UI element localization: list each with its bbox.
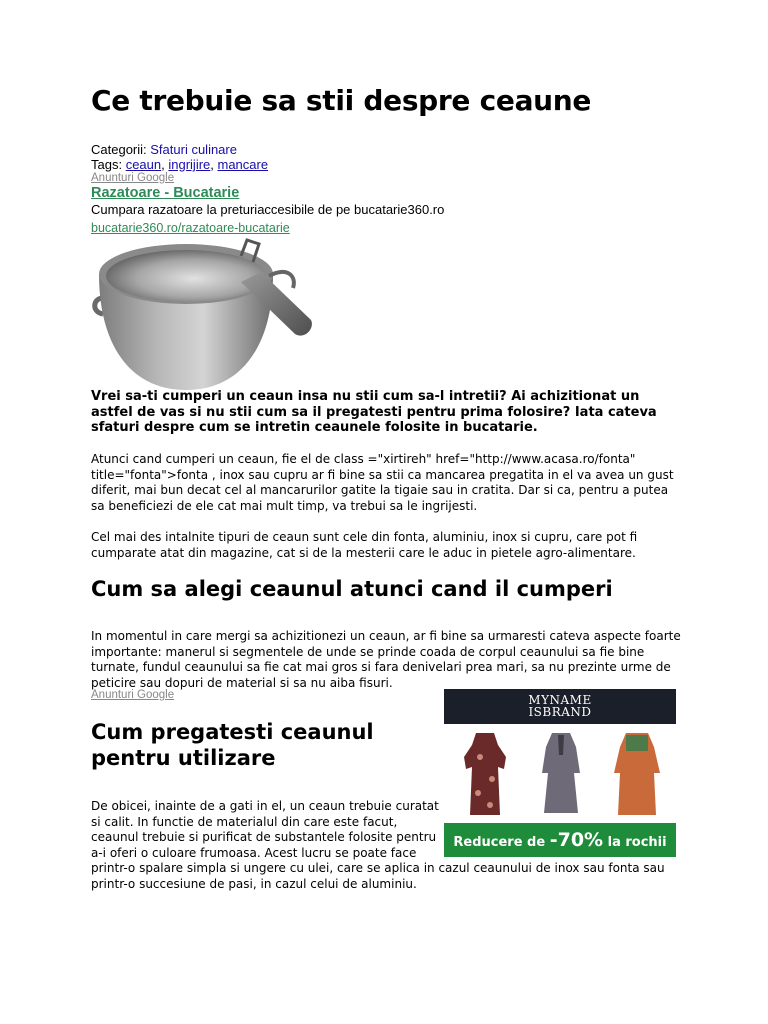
category-label: Categorii: (91, 142, 147, 157)
google-ads-label-2[interactable]: Anunturi Google (91, 689, 175, 701)
article-intro: Vrei sa-ti cumperi un ceaun insa nu stii cum sa-l intretii? Ai achizitionat un astfel de vas si nu stii cum sa il pregatesti pentru prima folosire? Iata cateva sfaturi despre cum se intretin ceaunele folosite in bucatarie. (91, 389, 657, 435)
ad-description: Cumpara razatoare la preturiaccesibile de pe bucatarie360.ro (91, 202, 445, 217)
banner-brand-bar (444, 689, 676, 724)
cauldron-image (91, 236, 317, 394)
dress-image-floral (448, 727, 522, 821)
tags-line: Tags: ceaun, ingrijire, mancare (91, 157, 269, 172)
paragraph-4-line: ceaunul trebuie si purificat de substantele folosite pentru (91, 830, 437, 844)
dress-image-orange (600, 727, 674, 821)
paragraph-4-line: printr-o succesiune de pasi, in cazul celui de aluminiu. (91, 876, 417, 891)
ad-title-link[interactable]: Razatoare - Bucatarie (91, 185, 240, 201)
paragraph-4-line: De obicei, inainte de a gati in el, un ceaun trebuie curatat (91, 799, 439, 813)
tag-link-ceaun[interactable]: ceaun (125, 157, 162, 172)
article-paragraph-2: Cel mai des intalnite tipuri de ceaun sunt cele din fonta, aluminiu, inox si cupru, care pot fi cumparate atat din magazine, cat si de la mesterii care le aduc in pietele agro-alimentare. (91, 530, 638, 560)
category-link[interactable]: Sfaturi culinare (150, 142, 237, 157)
fashion-ad-banner[interactable] (444, 689, 676, 857)
banner-cta[interactable]: Reducere de -70% la rochii (444, 823, 676, 857)
tag-link-mancare[interactable]: mancare (217, 157, 269, 172)
dress-image-grey (524, 727, 598, 821)
article-paragraph-3: In momentul in care mergi sa achizitionezi un ceaun, ar fi bine sa urmaresti cateva aspecte foarte importante: manerul si segmentele de unde se prinde coada de corpul ceaunului sa fie bine turnate, fundul ceaunului sa fie cat mai gros si fara denivelari prea mari, sa nu prezinte urme de peticire sau dopuri de material si sa nu aiba fisuri. (91, 629, 681, 690)
category-line (91, 142, 237, 157)
section-heading-prepare (91, 719, 374, 771)
section-heading-prepare-line2: pentru utilizare (91, 746, 276, 770)
article-title: Ce trebuie sa stii despre ceaune (91, 84, 592, 117)
paragraph-4-line: printr-o spalare simpla si ungere cu ulei, care se aplica in cazul ceaunului de inox sau fonta sau (91, 861, 665, 875)
article-paragraph-1: Atunci cand cumperi un ceaun, fie el de class ="xirtireh" href="http://www.acasa.ro/fonta" title="fonta">fonta , inox sau cupru ar fi bine sa stii ca mancarea pregatita in el va avea un gust diferit, mai bun decat cel al mancarurilor gatite la tigaie sau in cratita. Dar si ca, pentru a putea sa beneficiezi de ele cat mai mult timp, va trebui sa le ingrijesti. (91, 452, 674, 513)
tags-label: Tags: (91, 157, 123, 172)
ad-url-link[interactable]: bucatarie360.ro/razatoare-bucatarie (91, 221, 290, 235)
section-heading-prepare-line1: Cum pregatesti ceaunul (91, 720, 374, 744)
paragraph-4-line: si calit. In functie de materialul din care este facut, (91, 814, 398, 829)
section-heading-choose: Cum sa alegi ceaunul atunci cand il cumperi (91, 577, 613, 601)
google-ads-label[interactable]: Anunturi Google (91, 172, 175, 184)
paragraph-4-line: a-i oferi o culoare frumoasa. Acest lucru se poate face (91, 845, 417, 860)
banner-brand-logo: MYNAME ISBRAND (528, 693, 592, 719)
tag-link-ingrijire[interactable]: ingrijire (168, 157, 211, 172)
